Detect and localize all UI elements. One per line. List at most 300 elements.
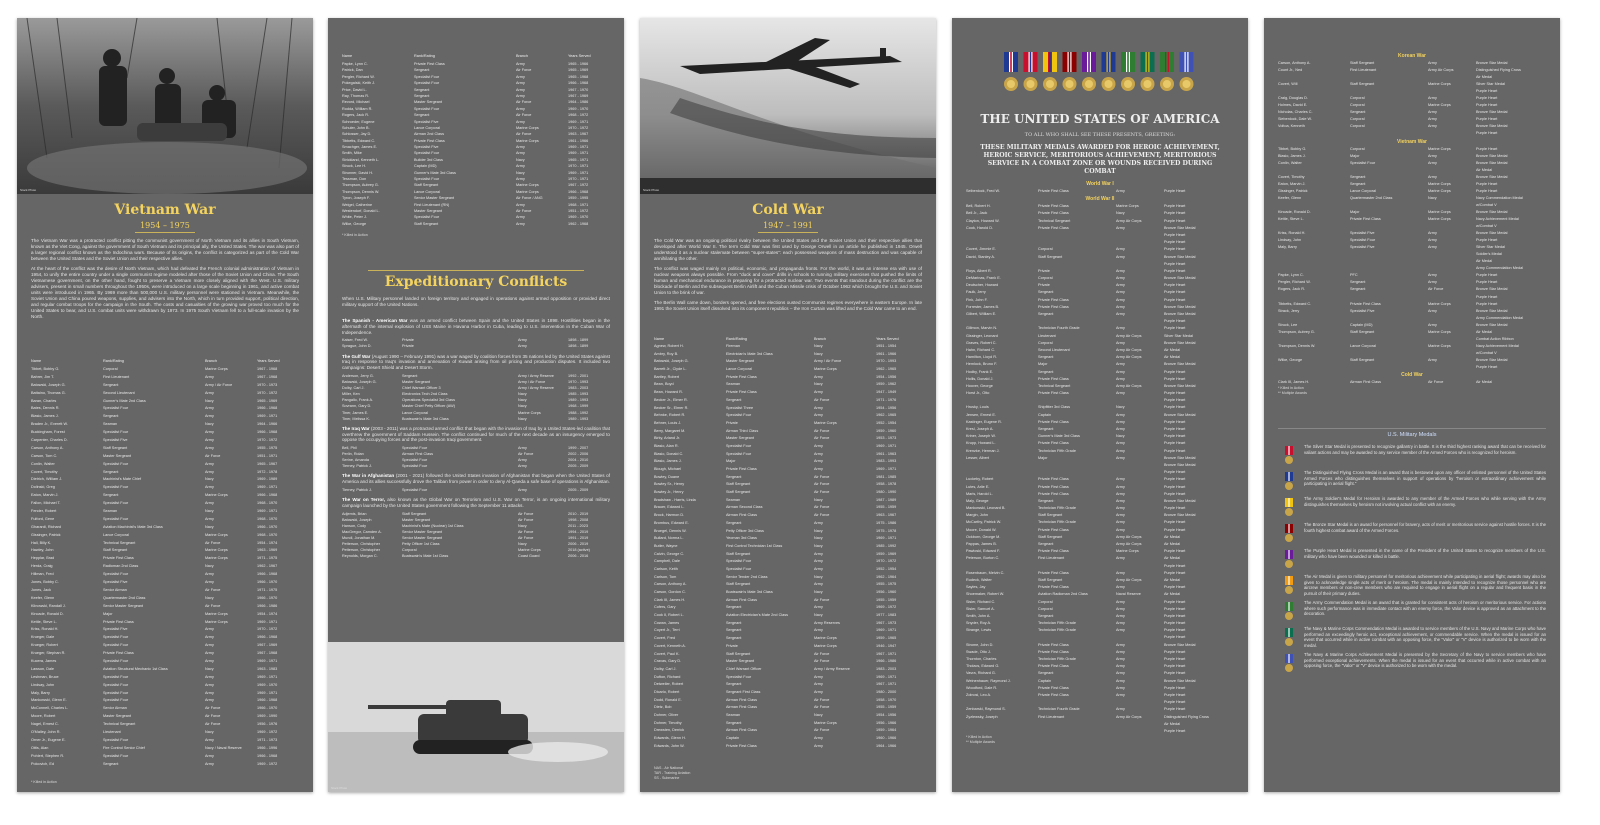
table-row <box>966 333 1234 340</box>
cell-rank: Master Sergeant <box>726 359 755 364</box>
cell-name: Jones, Bobby C. <box>31 580 59 585</box>
cell-name: McConnell, Charles L. <box>31 706 69 711</box>
cell-value: Purple Heart <box>1164 211 1186 216</box>
medal-icon <box>1284 524 1294 544</box>
cell-value: Purple Heart <box>1164 204 1186 209</box>
cell-branch: Army <box>516 62 525 66</box>
cell-branch: Navy <box>205 564 214 569</box>
cell-rank: Private First Class <box>414 62 445 66</box>
cell-name: Conlin, Walter <box>1278 160 1302 165</box>
medal-roster <box>1278 379 1546 386</box>
table-row <box>1278 258 1546 265</box>
medals-row <box>1000 52 1200 98</box>
cell-name: Hahn, Richard C. <box>966 347 996 352</box>
cell-rank: Captain (MD) <box>1350 322 1373 327</box>
col-name: Name <box>654 337 665 341</box>
cell-branch: Army <box>814 374 823 379</box>
table-row <box>966 397 1234 404</box>
table-row <box>654 627 922 635</box>
cell-value: Silver Star Medal <box>1164 333 1193 338</box>
paragraph: The Cold War was an ongoing political rivalry between the United States and the Soviet Union and their respective allies that developed after World War II. The term Cold War was first used by George Orwell in an article he published in 1945. Orwell understood it as a nuclear stalemate between "super-states": each possessed weapons of mass destruction and was capable of annihilating the other. <box>654 238 922 261</box>
cell-value: Army Commendation Medal <box>1476 266 1524 271</box>
cell-branch: Army <box>205 469 214 474</box>
table-row <box>654 581 922 589</box>
medal-icon <box>1284 472 1294 492</box>
table-row <box>654 604 922 612</box>
medal-icon <box>1024 52 1038 91</box>
cell-name: Struck, Lee H. <box>342 164 367 169</box>
cell-value: 1967 - 1971 <box>876 682 897 687</box>
table-row <box>654 420 922 428</box>
cell-rank: Sergeant <box>103 469 119 474</box>
cell-branch: Army <box>1116 412 1125 417</box>
cell-value: Purple Heart <box>1164 520 1186 525</box>
cell-rank: Senior Master Sergeant <box>402 536 443 541</box>
cell-rank: Private First Class <box>1038 649 1069 654</box>
cell-rank: Sergeant <box>414 113 430 118</box>
section-roster <box>342 373 610 422</box>
cell-value: 1969 - 1971 <box>876 674 897 679</box>
cell-rank: Lieutenant <box>1038 333 1056 338</box>
cell-branch: Navy <box>814 613 823 618</box>
cell-rank: Specialist Four <box>103 572 129 577</box>
cell-rank: Specialist Four <box>726 451 752 456</box>
cell-name: Cook II, Robert L. <box>654 613 684 618</box>
medal-icon <box>1284 654 1294 674</box>
cell-rank: Staff Sergeant <box>1350 61 1375 65</box>
cold-war-description <box>654 238 922 316</box>
cell-branch: Army <box>814 674 823 679</box>
table-row <box>1278 286 1546 293</box>
cell-value: 1965 - 1967 <box>257 461 278 466</box>
table-row <box>966 311 1234 318</box>
cell-branch: Army <box>516 221 525 226</box>
cell-name: Hodby, Frank E. <box>966 369 994 374</box>
table-row <box>966 218 1234 225</box>
cell-value: 1952 - 1954 <box>876 420 897 425</box>
cell-branch: Army <box>205 737 214 742</box>
section-description: The Gulf War (August 1990 – February 1991) was a war waged by coalition forces from 35 nations led by the United States against Iraq in response to Iraq's invasion and annexation of Kuwait arising from oil pricing and production disputes. It included two campaigns: Desert Shield and Desert Storm. <box>342 353 610 371</box>
cell-value: 2005 - 2009 <box>568 464 589 469</box>
cell-value: 1985 - 1992 <box>876 543 897 548</box>
cell-name: Serine, Amanda <box>342 458 370 463</box>
table-row <box>1278 350 1546 357</box>
cell-branch: Army <box>518 446 527 451</box>
table-row <box>966 656 1234 663</box>
table-row <box>1278 315 1546 322</box>
cell-branch: Army <box>205 430 214 435</box>
cell-rank: Staff Sergeant <box>1038 254 1063 259</box>
cell-rank: Specialist Four <box>726 413 752 418</box>
cell-value: Soldier's Medal <box>1476 252 1502 257</box>
table-row <box>966 404 1234 411</box>
medal-description-item <box>1278 444 1546 466</box>
cell-value: Bronze Star Medal <box>1164 513 1196 518</box>
cell-name: Kriss, Ronald H. <box>1278 231 1306 236</box>
cell-value: Purple Heart <box>1164 506 1186 511</box>
cell-name: Dohner, Oliver <box>654 713 679 717</box>
cell-branch: Marine Corps <box>1116 204 1139 209</box>
table-row <box>966 634 1234 641</box>
cell-branch: Army <box>814 582 823 587</box>
table-row <box>31 697 299 705</box>
cell-value: Purple Heart <box>1476 364 1498 369</box>
table-row <box>966 555 1234 562</box>
table-row <box>654 666 922 674</box>
table-row <box>966 670 1234 677</box>
table-row <box>966 448 1234 455</box>
cell-rank: Master Sergeant <box>103 714 132 719</box>
cell-rank: Specialist Four <box>1350 238 1376 243</box>
table-row <box>1278 209 1546 216</box>
cell-branch: Army <box>1116 448 1125 453</box>
cell-branch: Army <box>1428 322 1437 327</box>
table-row <box>966 340 1234 347</box>
cell-rank: Corporal <box>1038 606 1053 611</box>
cell-branch: Army <box>1116 621 1125 626</box>
cell-rank: Private First Class <box>1038 297 1069 302</box>
cell-branch: Army <box>516 106 525 111</box>
cell-value: Bronze Star Medal <box>1164 304 1196 309</box>
cell-value: 1969 - 1970 <box>257 682 278 687</box>
cell-value: Air Medal <box>1164 592 1181 597</box>
table-row <box>1278 174 1546 181</box>
cell-name: Polcovich, Ed <box>31 761 55 766</box>
table-row <box>966 318 1234 325</box>
cell-value: 1966 - 1970 <box>257 595 278 600</box>
cell-name: Brauer, Edward L. <box>654 505 685 510</box>
col-years: Years Served <box>257 359 280 363</box>
cell-rank: Captain <box>726 736 740 741</box>
cell-value: 1962 - 1967 <box>257 564 278 569</box>
cell-branch: Marine Corps <box>205 619 228 624</box>
cell-name: Hillman, Fred <box>31 572 54 577</box>
table-row <box>966 210 1234 217</box>
cell-value: Purple Heart <box>1164 434 1186 439</box>
cell-rank: Specialist Five <box>103 580 128 585</box>
cell-branch: Coast Guard <box>518 554 540 559</box>
table-row <box>966 613 1234 620</box>
cell-branch: Army <box>205 658 214 663</box>
table-row <box>654 535 922 543</box>
medal-description: The Purple Heart Medal is presented in the name of the President of the United States to recognize members of the U.S. military who have been wounded or killed in battle. <box>1304 548 1546 559</box>
cell-value: 1954 - 1956 <box>876 374 897 379</box>
section-description: The War on Terror, also known as the Global War on Terrorism and U.S. War on Terror, is an ongoing international military campaign launched by the United States government following the September 11 attacks. <box>342 497 610 508</box>
cell-name: Bell, Robert H. <box>966 204 991 209</box>
cell-rank: Private First Class <box>1038 304 1069 309</box>
table-row <box>654 697 922 705</box>
cell-value: 1951 - 1972 <box>568 208 589 213</box>
cell-value: Purple Heart <box>1164 621 1186 626</box>
cell-name: DeMarinas, Frank E. <box>966 276 1001 281</box>
section-roster <box>342 511 610 560</box>
cell-rank: Private First Class <box>1038 549 1069 554</box>
cell-value: 1966 - 1968 <box>257 572 278 577</box>
cell-branch: Army <box>1116 613 1125 618</box>
cell-rank: Sergeant <box>1350 181 1366 186</box>
cell-branch: Army <box>1116 484 1125 489</box>
cell-name: Clayton, Howard W. <box>966 218 1000 223</box>
cell-name: Bean, Howard R. <box>654 390 683 395</box>
cell-value: 1963 - 1969 <box>257 548 278 553</box>
cell-name: Tessman, Don <box>342 177 367 182</box>
section-roster <box>342 445 610 469</box>
cell-rank: Seaman <box>103 422 118 427</box>
table-row <box>654 574 922 582</box>
roster-notes <box>654 766 690 781</box>
cell-name: Rogers, Jack R. <box>1278 287 1306 292</box>
table-row <box>654 512 922 520</box>
cell-name: Calvin, George C. <box>654 551 685 556</box>
cell-name: Smith, John A. <box>966 613 991 618</box>
table-row <box>31 461 299 469</box>
cell-branch: Navy <box>518 392 527 397</box>
cell-branch: Navy <box>1116 434 1125 439</box>
cell-rank: Airman Third Class <box>726 428 759 433</box>
cell-branch: Navy <box>814 574 823 579</box>
cell-name: Herda, Craig <box>31 564 53 569</box>
cell-rank: Sergeant <box>103 382 119 387</box>
table-row <box>31 658 299 666</box>
panel-years: 1947 – 1991 <box>763 221 813 230</box>
cell-rank: Specialist Four <box>414 177 440 182</box>
medal-roster <box>1278 146 1546 372</box>
cell-rank: Technician Fourth Grade <box>1038 326 1080 331</box>
table-row <box>31 524 299 532</box>
cell-name: Ottis, Alan <box>31 745 49 750</box>
cell-value: Air Medal <box>1164 556 1181 561</box>
war-heading: Korean War <box>1398 53 1426 59</box>
cell-rank: Aviation Electrician's Mate 2nd Class <box>726 613 789 618</box>
cell-value: 1966 - 1970 <box>257 524 278 529</box>
cell-name: Eaton, Marvin J. <box>31 493 59 498</box>
table-row <box>654 612 922 620</box>
cell-name: Keefer, Glenn <box>1278 195 1302 200</box>
cell-branch: Army <box>205 445 214 450</box>
table-row <box>31 382 299 390</box>
cell-branch: Air Force <box>814 651 830 656</box>
cell-rank: Aviation Radioman 2nd Class <box>1038 592 1088 597</box>
table-row <box>966 426 1234 433</box>
cell-value: Purple Heart <box>1476 103 1498 108</box>
cell-value: 1969 - 1971 <box>568 119 589 124</box>
table-row <box>654 689 922 697</box>
cell-rank: Senior Tender 2nd Class <box>726 574 768 579</box>
cell-branch: Army <box>1116 362 1125 367</box>
medal-description-item <box>1278 522 1546 544</box>
cell-name: Behnke, Robert R. <box>654 413 686 418</box>
table-row <box>1278 265 1546 272</box>
table-row <box>1278 237 1546 244</box>
cell-branch: Army <box>1428 117 1437 122</box>
table-row <box>966 261 1234 268</box>
cell-branch: Army <box>205 374 214 379</box>
cell-branch: Army <box>205 674 214 679</box>
cell-name: Tibbetts, Edward C. <box>342 138 376 143</box>
cell-branch: Marine Corps <box>1428 301 1451 306</box>
cell-branch: Army <box>205 651 214 656</box>
cell-rank: Sergeant <box>1038 355 1054 360</box>
photo-credit: Stock Photo <box>20 188 37 192</box>
cell-value: Purple Heart <box>1164 657 1186 661</box>
cell-name: McCarthy, Patrick W. <box>966 520 1002 525</box>
cell-value: Bronze Star Medal <box>1164 462 1196 467</box>
cell-rank: Specialist Four <box>103 698 129 703</box>
cell-rank: Sergeant <box>1038 427 1054 431</box>
cell-value: 1968 - 1970 <box>257 516 278 521</box>
cell-name: O'Malley, John R. <box>31 729 61 734</box>
cell-branch: Navy <box>814 382 823 387</box>
cell-name: Bruegel, Dennis W. <box>654 528 687 533</box>
cell-value: 1969 - 1971 <box>876 467 897 471</box>
table-row <box>966 325 1234 332</box>
cell-value: 1967 - 1969 <box>568 93 589 98</box>
cell-value: Purple Heart <box>1164 685 1186 690</box>
cell-rank: Staff Sergeant <box>726 582 751 587</box>
cell-value: 1963 - 1967 <box>876 513 897 518</box>
cell-rank: Petty Officer 3rd Class <box>726 528 764 533</box>
table-row <box>1278 102 1546 109</box>
table-row <box>31 611 299 619</box>
cell-rank: Specialist Four <box>726 566 752 571</box>
cell-rank: Sergeant <box>1350 287 1366 292</box>
cell-value: Purple Heart <box>1164 189 1186 193</box>
table-row <box>654 435 922 443</box>
cell-rank: Yeoman 3rd Class <box>726 536 757 541</box>
cell-name: Tibbet, Bobby G. <box>31 367 60 371</box>
cell-rank: Major <box>1038 455 1048 460</box>
cell-rank: Specialist Four <box>103 406 129 411</box>
cell-rank: Major <box>103 611 113 616</box>
cell-value: 1966 - 1968 <box>257 406 278 411</box>
cell-name: Rosenbaum, Melvin C. <box>966 570 1005 575</box>
cell-name: Gissinger, Leonard <box>966 333 998 338</box>
cell-name: Kucera, James <box>31 658 57 663</box>
cell-rank: Private First Class <box>1038 527 1069 532</box>
cell-branch: Marine Corps <box>205 611 228 616</box>
cell-branch: Marine Corps <box>1428 103 1451 108</box>
cell-value: Purple Heart <box>1164 448 1186 453</box>
table-row <box>654 474 922 482</box>
cell-name: Strange, Lewis <box>966 628 992 633</box>
cell-name: Vavra, Richard G. <box>966 671 996 676</box>
cell-value: 1970 - 1993 <box>876 359 897 364</box>
cell-rank: Fire Control Senior Chief <box>103 745 145 750</box>
table-row <box>1278 202 1546 209</box>
cell-value: Bronze Star Medal <box>1476 231 1508 236</box>
table-row <box>654 381 922 389</box>
cell-branch: Air Force <box>518 511 534 516</box>
cell-name: Bahrer, Jim T. <box>31 374 55 379</box>
cell-branch: Army <box>516 87 525 92</box>
cell-rank: Sergeant <box>1350 280 1366 285</box>
cell-branch: Navy <box>814 497 823 502</box>
cell-name: Bowley, Duane <box>654 474 680 479</box>
cell-branch: Air Force <box>516 208 532 213</box>
cell-name: Dietz, Bob <box>654 705 672 710</box>
gold-divider <box>368 270 584 271</box>
cell-branch: Army <box>1428 273 1437 278</box>
cell-branch: Army <box>1116 376 1125 381</box>
cell-value: 1966 - 1986 <box>257 603 278 608</box>
col-branch: Branch <box>516 54 529 58</box>
cell-name: Westendorf, Donald L. <box>342 208 380 213</box>
cell-branch: Army <box>1428 96 1437 101</box>
table-row <box>966 412 1234 419</box>
panel-military-medals <box>952 18 1248 792</box>
table-row <box>31 721 299 729</box>
cell-name: Butler, Wayne <box>654 543 678 548</box>
table-row <box>966 232 1234 239</box>
cell-branch: Army <box>516 145 525 150</box>
cell-branch: Army <box>1116 312 1125 316</box>
cell-name: Bates, Dennis R. <box>31 406 60 411</box>
cell-rank: Specialist Four <box>414 151 440 156</box>
cell-rank: Specialist Four <box>726 559 752 564</box>
cell-rank: Seaman <box>103 509 118 514</box>
vietnam-description <box>31 238 299 324</box>
cell-name: Moore, Donald W. <box>966 527 997 532</box>
cell-name: Wilke, George <box>1278 357 1303 362</box>
cell-value: 1989 - 1993 <box>568 398 589 403</box>
cell-rank: Quartermaster 2nd Class <box>103 595 146 600</box>
cell-branch: Army Air Corps <box>1116 714 1142 719</box>
cell-branch: Navy <box>205 509 214 514</box>
medal-descriptions <box>1264 444 1560 678</box>
roster-header <box>342 54 610 60</box>
cell-branch: Army / Army Reserve <box>518 373 554 378</box>
cell-value: 1967 - 1972 <box>568 183 589 188</box>
cell-rank: Staff Sergeant <box>726 490 751 495</box>
medal-description: The Bronze Star Medal is an award for personnel for bravery, acts of merit or meritorious service against hostile forces. It is the fourth highest combat award of the Armed Forces. <box>1304 522 1546 533</box>
cell-rank: Private First Class <box>103 619 134 624</box>
cell-name: Carlson, Keith <box>654 566 678 571</box>
cell-value: Bronze Star Medal <box>1476 110 1508 115</box>
table-row <box>966 419 1234 426</box>
cell-name: Mundl, Jonathan M. <box>342 536 376 541</box>
medal-description: The Army Commendation Medal is an award that is granted for consistent acts of heroism or meritorious service. For actions where such performance was in immediate contact with an enemy force, the Valor device is approved as an attachment to the decoration. <box>1304 600 1546 616</box>
cell-rank: Staff Sergeant <box>414 221 439 226</box>
divider <box>1278 428 1546 429</box>
table-row <box>654 704 922 712</box>
cell-branch: Army <box>1116 225 1125 230</box>
cell-name: Hemlock, Bruno F. <box>966 362 998 367</box>
cell-branch: Air Force <box>518 517 534 522</box>
cell-branch: Air Force <box>205 540 221 545</box>
table-row <box>1278 251 1546 258</box>
cell-branch: Army / Air Force <box>518 380 546 385</box>
cell-value: 1969 - 1970 <box>568 215 589 220</box>
cell-value: Bronze Star Medal <box>1476 287 1508 292</box>
cell-name: Maris, Harold L. <box>966 491 993 496</box>
medal-recipients <box>1264 52 1560 396</box>
cell-branch: Army <box>205 580 214 585</box>
cell-branch: Army <box>1116 189 1125 193</box>
col-rank: Rank/Rating <box>103 359 124 363</box>
cell-rank: Major <box>1038 362 1048 367</box>
cell-branch: Army <box>1428 245 1437 250</box>
cell-branch: Air Force <box>516 113 532 118</box>
cell-name: Leshman, Bruce <box>31 674 59 679</box>
cell-branch: Air Force <box>205 453 221 458</box>
cell-value: 1972 - 1978 <box>257 469 278 474</box>
cell-value: Air Medal <box>1476 167 1493 172</box>
cell-branch: Army <box>1116 340 1125 345</box>
cell-value: 1977 - 1983 <box>876 613 897 618</box>
cell-value: 1947 - 1949 <box>876 390 897 395</box>
cell-rank: Captain (MD) <box>414 164 437 169</box>
cell-branch: Navy <box>518 523 527 528</box>
